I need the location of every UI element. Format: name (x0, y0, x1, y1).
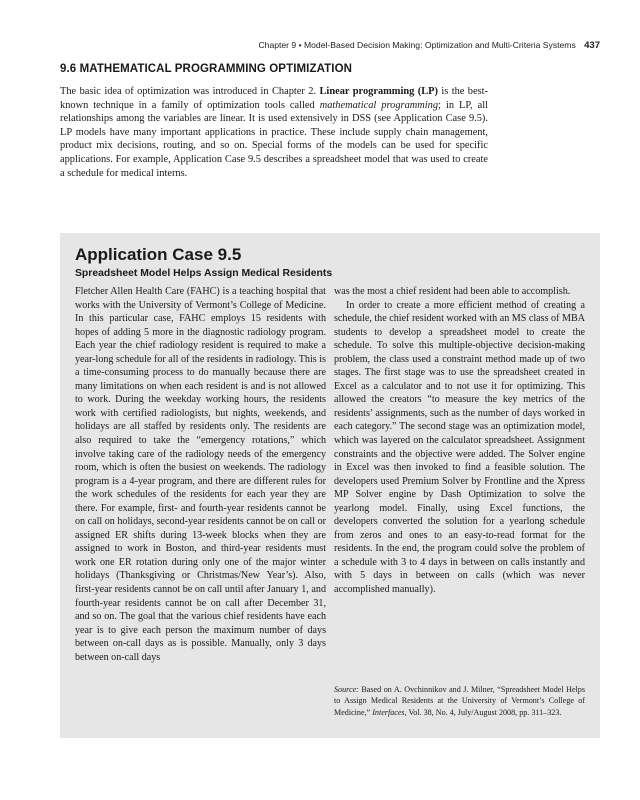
case-left-column (75, 285, 326, 664)
intro-text-3: ; in LP, all relationships among the variables are linear. It is used extensively in DSS (see Application Case 9.5). LP models have many important applications in practice. These include supply chain management, product mix decisions, routing, and so on. Special forms of the models can be used for specific applications. For example, Application Case 9.5 describes a spreadsheet model that was used to create a schedule for medical interns. (60, 99, 488, 179)
source-journal: Interfaces (372, 707, 405, 717)
page-number: 437 (584, 40, 600, 51)
source-label: Source: (334, 685, 359, 694)
source-text-1: Based on A. Ovchinnikov and J. Milner, “Spreadsheet Model Helps to Assign Medical Residents at the University of Vermont’s College of Medicine,” (334, 685, 585, 717)
intro-italic-term: mathematical programming (319, 99, 439, 111)
case-right-paragraph-1: was the most a chief resident had been able to accomplish. (334, 286, 571, 297)
running-head (60, 40, 600, 51)
source-text-2: , Vol. 38, No. 4, July/August 2008, pp. 311–323. (404, 707, 562, 717)
section-title: 9.6 MATHEMATICAL PROGRAMMING OPTIMIZATION (60, 63, 353, 75)
case-title: Application Case 9.5 (75, 245, 242, 264)
intro-text-2: is the best-known technique in a family of optimization tools called (60, 86, 489, 111)
case-subtitle: Spreadsheet Model Helps Assign Medical Residents (75, 268, 333, 279)
intro-paragraph (60, 85, 488, 180)
intro-bold-term: Linear programming (LP) (319, 86, 438, 97)
running-head-text: Chapter 9 • Model-Based Decision Making: Optimization and Multi-Criteria Systems (258, 40, 576, 50)
intro-text-1: The basic idea of optimization was introduced in Chapter 2. (60, 86, 320, 97)
case-left-paragraph: Fletcher Allen Health Care (FAHC) is a teaching hospital that works with the University of Vermont’s College of Medicine. In this particular case, FAHC employs 15 residents with hopes of adding 5 more in the diagnostic radiology program. Each year the chief radiology resident is required to make a year-long schedule for all of the residents in radiology. This is a time-consuming process to do manually because there are many limitations on when each resident is and is not allowed to work. During the weekday working hours, the residents work with certified radiologists, but nights, weekends, and holidays are all staffed by residents only. The residents are also required to take the “emergency rotations,” which involve taking care of the radiology needs of the emergency room, which is often the busiest on weekends. The radiology program is a 4-year program, and there are different rules for the work schedules of the residents for each year they are there. For example, first- and fourth-year residents cannot be on call on holidays, second-year residents cannot be on call or assigned ER shifts during 13-week blocks when they are assigned to work in Boston, and third-year residents must work one ER rotation during only one of the major winter holidays (Thanksgiving or Christmas/New Year’s). Also, first-year residents cannot be on call until after January 1, and fourth-year residents cannot be on call after December 31, and so on. The goal that the various chief residents have each year is to give each person the maximum number of days between on-call days as is possible. Manually, only 3 days between on-call days (75, 286, 326, 663)
case-right-paragraph-2: In order to create a more efficient method of creating a schedule, the chief resident worked with an MS class of MBA students to develop a spreadsheet model to create the schedule. To solve this multiple-objective decision-making problem, the class used a constraint method made up of two stages. The first stage was to use the spreadsheet created in Excel as a calculator and to not use it for optimizing. This allowed the creators “to measure the key metrics of the residents’ assignments, such as the number of days worked in each category.” The second stage was an optimization model, which was layered on the calculator spreadsheet. Assignment constraints and the objective were added. The Solver engine in Excel was then invoked to find a feasible solution. The developers used Premium Solver by Frontline and the Xpress MP Solver engine by Dash Optimization to solve the yearlong model. Finally, using Excel functions, the developers converted the solution for a yearlong schedule from zeros and ones to an easy-to-read format for the residents. In the end, the program could solve the problem of a schedule with 3 to 4 days in between on calls instantly and with 5 days in between on calls (which was never accomplished manually). (334, 299, 585, 596)
case-source-citation (334, 684, 585, 718)
case-right-column (334, 285, 585, 597)
